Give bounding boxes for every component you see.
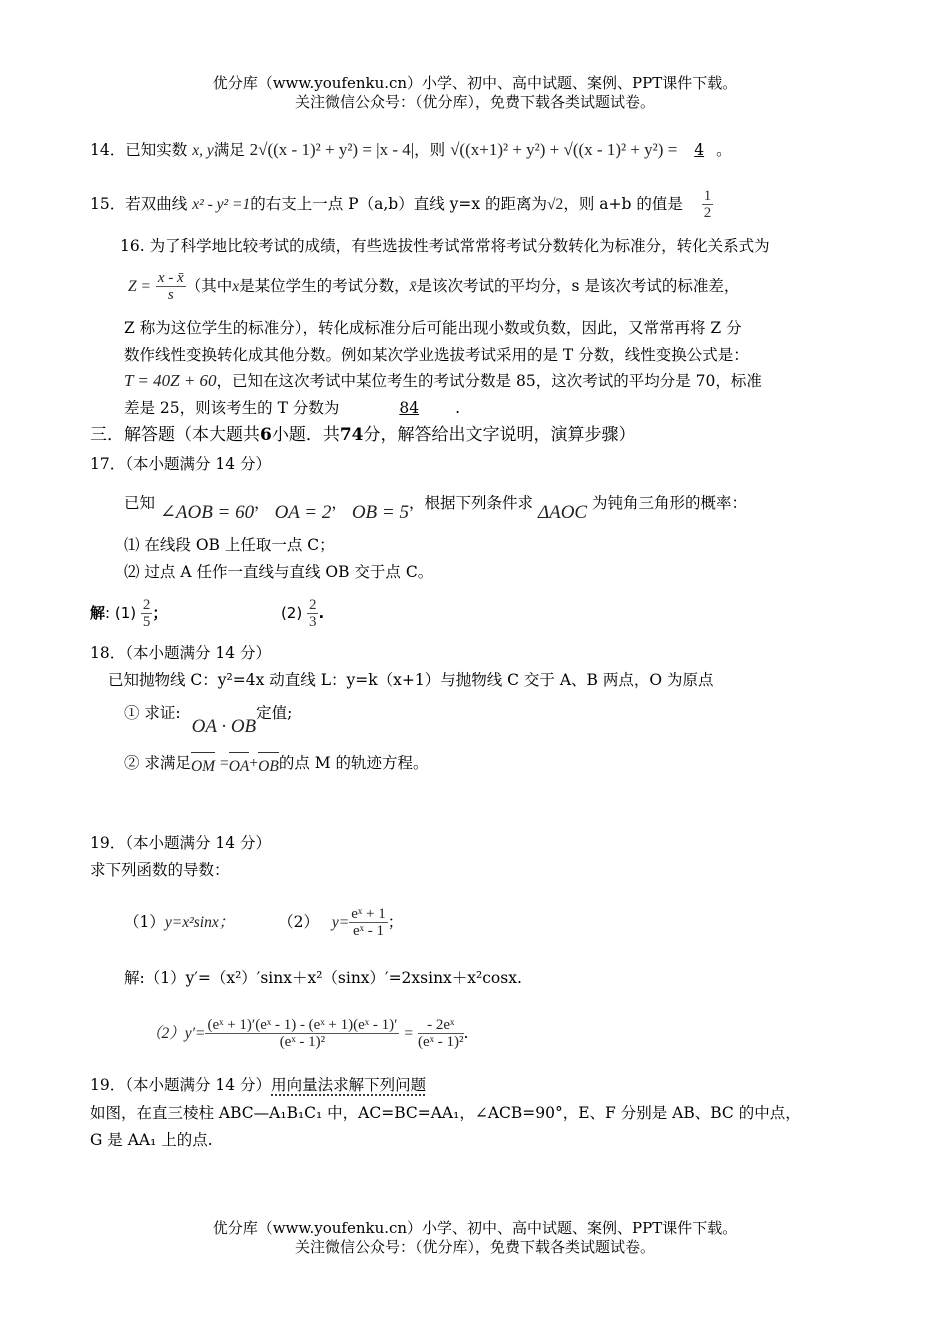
q14-end: 。	[716, 141, 732, 159]
q19a-f1-label: （1）	[124, 913, 165, 931]
q14-answer: 4	[694, 141, 705, 159]
section-3-points: 74	[339, 425, 364, 445]
q16-formula-lhs: Z =	[128, 278, 151, 295]
q19a-f2-lhs: y=	[331, 914, 350, 931]
q17-fraction-1	[141, 597, 153, 631]
q15-distance: √2	[547, 196, 564, 213]
q19a-solution-2-eq: =	[404, 1025, 414, 1042]
q16-text-c: 是该次考试的平均分，s 是该次考试的标准差，	[416, 277, 740, 295]
q19a-solution-1: 解:（1）y′=（x²）′sinx＋x²（sinx）′=2xsinx＋x²cosx.	[124, 969, 522, 987]
q18-vector-ob: OB	[258, 754, 279, 780]
q16-t-formula: T = 40Z + 60	[124, 371, 217, 390]
q19a-f1: y=x²sinx；	[164, 914, 235, 931]
q18-title: 18．（本小题满分 14 分）	[90, 644, 272, 662]
q17-condition-2: ⑵ 过点 A 任作一直线与直线 OB 交于点 C。	[124, 563, 434, 581]
footer-line-1: 优分库（www.youfenku.cn）小学、初中、高中试题、案例、PPT课件下载。	[212, 1219, 738, 1237]
q19b-title: 19．（本小题满分 14 分）	[90, 1076, 272, 1094]
q16-text-a: （其中	[185, 277, 233, 295]
q17-text-b: ，根据下列条件求	[408, 494, 533, 512]
q15-text-b: 的右支上一点 P（a,b）直线 y=x 的距离为	[250, 195, 548, 213]
q19a-f2-denominator: eˣ - 1	[352, 923, 384, 939]
q15-number: 15．	[90, 195, 126, 213]
q18-item-1	[124, 698, 293, 737]
question-14	[90, 138, 732, 163]
q18-item-2-a: ② 求满足	[124, 754, 191, 772]
q18-item-1-a: ① 求证:	[124, 704, 181, 722]
section-3-count: 6	[260, 425, 272, 445]
q14-vars: x, y	[192, 142, 214, 159]
q16-line-5	[124, 371, 762, 391]
q18-eq: =	[219, 755, 229, 772]
q17-fraction-2-num: 2	[308, 596, 317, 613]
q18-line-1: 已知抛物线 C：y²=4x 动直线 L：y=k（x+1）与抛物线 C 交于 A、B 两点，O 为原点	[108, 671, 714, 689]
q19b-title-line	[90, 1075, 426, 1095]
q17-statement: 已知 ∠AOB = 60， OA = 2， OB = 5，根据下列条件求 ΔAOC 为钝角三角形的概率：	[124, 494, 748, 523]
q17-fraction-1-den: 5	[142, 613, 151, 630]
q18-item-2	[124, 750, 429, 777]
q17-angle: ∠AOB = 60	[159, 502, 255, 523]
q19a-solution-2-numerator: (eˣ + 1)′(eˣ - 1) - (eˣ + 1)(eˣ - 1)′	[207, 1017, 398, 1033]
q17-triangle: ΔAOC	[537, 502, 588, 523]
q16-formula-denominator: s	[167, 287, 174, 303]
q19a-f2-end: ；	[387, 913, 404, 931]
q18-plus: +	[249, 755, 259, 772]
q19a-solution-2-label: （2）y′=	[146, 1025, 206, 1042]
q17-sep: ；	[152, 604, 168, 622]
q14-number: 14．	[90, 141, 126, 159]
q18-vector-om: OM	[191, 754, 215, 780]
q19a-f2-fraction	[349, 906, 387, 940]
q19a-solution-2-end: .	[463, 1024, 469, 1042]
q18-dot-product: OA · OB	[191, 716, 257, 737]
q16-text-b: 是某位学生的考试分数，	[239, 277, 410, 295]
q15-curve: x² - y² =1	[192, 196, 251, 213]
q18-vector-oa: OA	[229, 754, 250, 780]
q14-text-c: ，则	[414, 141, 446, 159]
q17-oa: OA = 2	[274, 502, 332, 523]
q16-line-3: Z 称为这位学生的标准分），转化成标准分后可能出现小数或负数，因此，又常常再将 Z 分	[124, 319, 742, 337]
q19a-solution-2-result-den: (eˣ - 1)²	[418, 1034, 464, 1050]
q16-answer: 84	[399, 399, 420, 417]
q15-text-c: ，则 a+b 的值是	[563, 195, 683, 213]
q16-line-2	[128, 262, 739, 311]
q16-line-5-text: ，已知在这次考试中某位考生的考试分数是 85，这次考试的平均分是 70，标准	[216, 372, 762, 390]
section-3-text-b: 小题．共	[271, 425, 340, 445]
q19a-solution-2-fraction	[205, 1017, 399, 1051]
q19a-solution-2-result	[418, 1017, 463, 1051]
q19a-f2-label: （2）	[278, 913, 319, 931]
q15-answer-fraction	[702, 188, 714, 222]
q19a-solution-2-result-num: - 2eˣ	[418, 1017, 463, 1034]
q15-answer-denominator: 2	[703, 205, 712, 221]
q19b-line-1: 如图，在直三棱柱 ABC—A₁B₁C₁ 中，AC=BC=AA₁，∠ACB=90°，E、F 分别是 AB、BC 的中点，	[90, 1104, 801, 1122]
q19a-f2-numerator: eˣ + 1	[351, 906, 386, 922]
q17-solution: 解: (1) $\frac{2}{5}$ ； (2) $\frac{2}{3}$ .	[90, 596, 325, 630]
question-15	[90, 186, 713, 223]
q19a-solution-2	[146, 1010, 468, 1057]
q17-solution-label: 解	[90, 604, 106, 622]
q17-condition-1: ⑴ 在线段 OB 上任取一点 C；	[124, 536, 335, 554]
q17-fraction-2	[307, 597, 319, 631]
q17-known: 已知	[124, 494, 156, 512]
q14-text-b: 满足	[213, 141, 245, 159]
q16-formula-fraction	[156, 270, 186, 304]
section-3-text-a: 三．解答题（本大题共	[90, 425, 260, 445]
q17-ob: OB = 5	[351, 502, 409, 523]
q14-text-a: 已知实数	[125, 141, 188, 159]
q19b-dotted-text: 用向量法求解下列问题	[271, 1076, 427, 1094]
q19a-prompt: 求下列函数的导数：	[90, 861, 230, 879]
q18-item-2-b: 的点 M 的轨迹方程。	[278, 754, 429, 772]
q17-fraction-2-den: 3	[308, 613, 317, 630]
q19a-solution-2-denominator: (eˣ - 1)²	[279, 1034, 326, 1050]
q17-end: .	[318, 604, 325, 622]
q18-item-1-b: 定值;	[256, 704, 293, 722]
footer-line-2: 关注微信公众号：（优分库），免费下载各类试题试卷。	[294, 1238, 655, 1256]
q16-xbar: x̄	[409, 278, 417, 295]
q16-line-6	[124, 398, 460, 418]
q16-end: .	[455, 399, 461, 417]
q15-text-a: 若双曲线	[125, 195, 188, 213]
q15-answer-numerator: 1	[703, 188, 712, 204]
section-3-text-c: 分，解答给出文字说明，演算步骤）	[363, 425, 636, 445]
q19a-functions	[124, 898, 403, 947]
section-3-heading	[90, 425, 636, 445]
header-line-1: 优分库（www.youfenku.cn）小学、初中、高中试题、案例、PPT课件下载。	[212, 74, 738, 92]
q16-line-4: 数作线性变换转化成其他分数。例如某次学业选拔考试采用的是 T 分数，线性变换公式是：	[124, 346, 749, 364]
q19b-line-2: G 是 AA₁ 上的点.	[90, 1131, 213, 1149]
q16-formula-numerator: x - x̄	[157, 270, 184, 286]
q16-x: x	[232, 278, 240, 295]
q16-line-1: 16. 为了科学地比较考试的成绩，有些选拔性考试常常将考试分数转化为标准分，转化关系式为	[120, 237, 770, 255]
q16-line-6-text: 差是 25，则该考生的 T 分数为	[124, 399, 340, 417]
q17-solution-part-2: (2)	[280, 604, 303, 622]
q14-expression: √((x+1)² + y²) + √((x - 1)² + y²) =	[450, 140, 678, 159]
q14-condition: 2√((x - 1)² + y²) = |x - 4|	[249, 140, 415, 159]
header-line-2: 关注微信公众号：（优分库），免费下载各类试题试卷。	[294, 93, 655, 111]
q17-text-c: 为钝角三角形的概率：	[592, 494, 748, 512]
q17-fraction-1-num: 2	[142, 596, 151, 613]
q17-solution-part-1: (1)	[114, 604, 137, 622]
q17-title: 17．（本小题满分 14 分）	[90, 455, 272, 473]
q19a-title: 19．（本小题满分 14 分）	[90, 834, 272, 852]
